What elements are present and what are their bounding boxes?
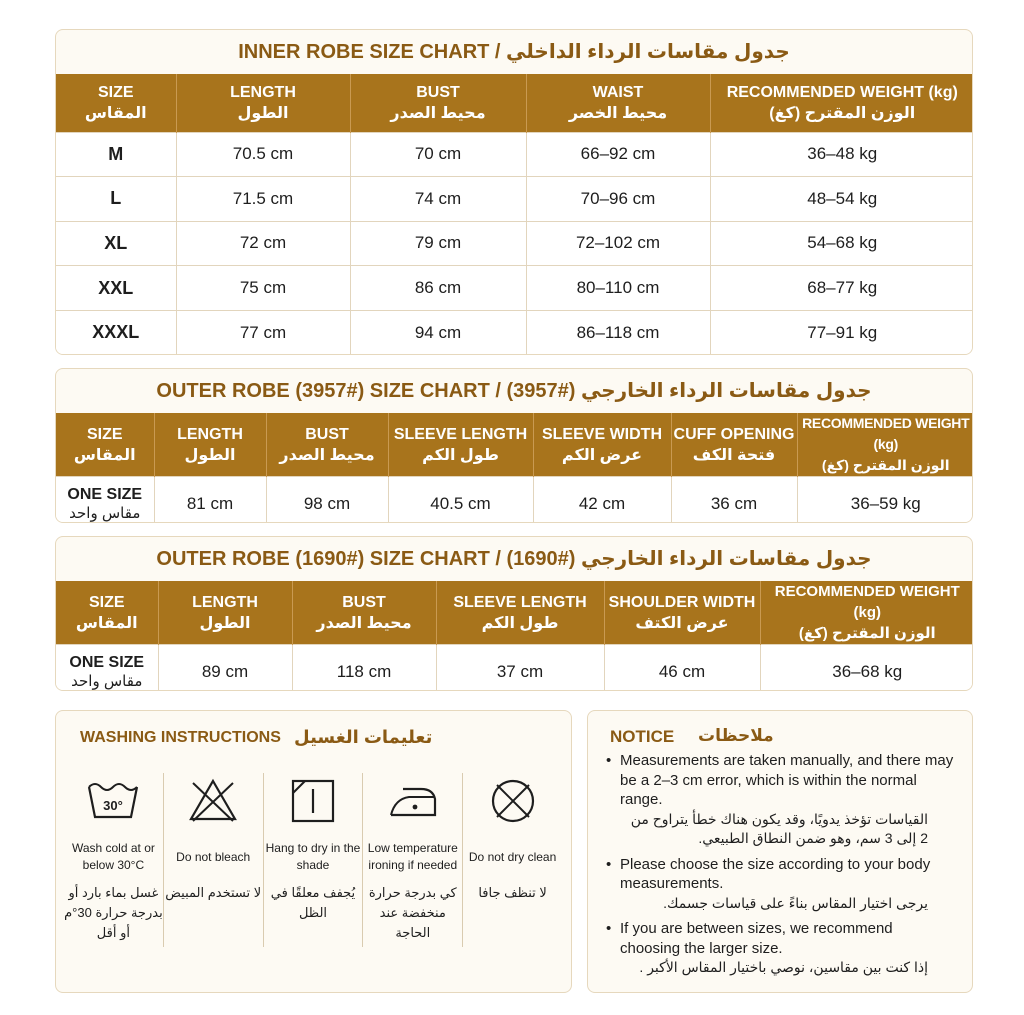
inner-robe-table	[56, 74, 973, 355]
header-size: SIZE المقاس	[56, 74, 176, 132]
header-cuff-opening: CUFF OPENING فتحة الكف	[671, 413, 797, 477]
size-cell: XXXL	[56, 310, 176, 355]
wash-label: Do not bleach	[176, 849, 251, 864]
length-cell: 89 cm	[158, 645, 292, 692]
length-cell: 71.5 cm	[176, 177, 350, 222]
outer-robe-3957-card	[55, 368, 973, 523]
iron-low-icon	[385, 773, 441, 829]
table-row	[56, 266, 973, 311]
wash-label-ar: لا تستخدم المبيض	[165, 885, 262, 900]
wash-item	[363, 773, 463, 947]
bust-cell: 79 cm	[350, 221, 526, 266]
waist-cell: 66–92 cm	[526, 132, 710, 177]
table-row	[56, 310, 973, 355]
waist-cell: 72–102 cm	[526, 221, 710, 266]
washing-items	[64, 773, 562, 947]
weight-cell: 54–68 kg	[710, 221, 973, 266]
cuff-opening-cell: 36 cm	[671, 477, 797, 524]
size-cell: XL	[56, 221, 176, 266]
header-weight: RECOMMENDED WEIGHT (kg) الوزن المقترح (كغ)	[760, 581, 973, 645]
length-cell: 77 cm	[176, 310, 350, 355]
header-bust: BUST محيط الصدر	[350, 74, 526, 132]
weight-cell: 36–59 kg	[797, 477, 973, 524]
wash-label: Hang to dry in the shade	[265, 841, 361, 872]
bust-cell: 86 cm	[350, 266, 526, 311]
no-bleach-icon	[185, 773, 241, 829]
inner-robe-title: INNER ROBE SIZE CHART / جدول مقاسات الرداء الداخلي	[238, 41, 790, 63]
wash-30-icon	[85, 773, 141, 829]
no-dry-clean-icon	[485, 773, 541, 829]
list-item: • Measurements are taken manually, and there may be a 2–3 cm error, which is within the normal range. القياسات تؤخذ يدويًا، وقد يكون هناك خطأ يتراوح من 2 إلى 3 سم، وهو ضمن النطاق الطبيعي.	[606, 751, 956, 849]
bust-cell: 94 cm	[350, 310, 526, 355]
header-sleeve-width: SLEEVE WIDTH عرض الكم	[533, 413, 671, 477]
washing-title-ar: تعليمات الغسيل	[294, 727, 433, 747]
header-size: SIZE المقاس	[56, 413, 154, 477]
size-cell: L	[56, 177, 176, 222]
inner-robe-card	[55, 29, 973, 355]
weight-cell: 48–54 kg	[710, 177, 973, 222]
sleeve-length-cell: 37 cm	[436, 645, 604, 692]
header-weight: RECOMMENDED WEIGHT (kg) الوزن المقترح (كغ)	[710, 74, 973, 132]
length-cell: 75 cm	[176, 266, 350, 311]
wash-item	[164, 773, 264, 947]
notice-card	[587, 710, 973, 993]
header-size: SIZE المقاس	[56, 581, 158, 645]
wash-label-ar: لا تنظف جافا	[478, 885, 547, 900]
notice-title: NOTICE	[610, 727, 675, 746]
wash-label: Do not dry clean	[468, 849, 557, 864]
wash-label-ar: كي بدرجة حرارة منخفضة عند الحاجة	[368, 885, 457, 940]
list-item: • If you are between sizes, we recommend choosing the larger size. إذا كنت بين مقاسين، نوصي باختيار المقاس الأكبر .	[606, 919, 956, 978]
wash-item	[264, 773, 364, 947]
header-bust: BUST محيط الصدر	[266, 413, 388, 477]
outer-robe-1690-title: OUTER ROBE (1690#) SIZE CHART / (1690#) جدول مقاسات الرداء الخارجي	[156, 548, 872, 570]
wash-label-ar: غسل بماء بارد أو بدرجة حرارة 30°م أو أقل	[64, 885, 163, 940]
length-cell: 72 cm	[176, 221, 350, 266]
bust-cell: 74 cm	[350, 177, 526, 222]
header-length: LENGTH الطول	[176, 74, 350, 132]
outer-robe-1690-card	[55, 536, 973, 691]
wash-item	[463, 773, 562, 947]
bust-cell: 118 cm	[292, 645, 436, 692]
header-waist: WAIST محيط الخصر	[526, 74, 710, 132]
table-row	[56, 645, 973, 692]
table-header-row	[56, 581, 973, 645]
size-cell: ONE SIZE مقاس واحد	[56, 477, 154, 524]
size-cell: ONE SIZE مقاس واحد	[56, 645, 158, 692]
notice-title-ar: ملاحظات	[698, 726, 774, 745]
waist-cell: 86–118 cm	[526, 310, 710, 355]
wash-label: Low temperature ironing if needed	[367, 841, 458, 872]
sleeve-length-cell: 40.5 cm	[388, 477, 533, 524]
length-cell: 70.5 cm	[176, 132, 350, 177]
dry-in-shade-icon	[285, 773, 341, 829]
outer-robe-1690-table	[56, 581, 973, 691]
wash-label-ar: يُجفف معلقًا في الظل	[270, 885, 356, 920]
list-item: • Please choose the size according to your body measurements. يرجى اختيار المقاس بناءً على قياسات جسمك.	[606, 855, 956, 914]
table-row	[56, 477, 973, 524]
bust-cell: 70 cm	[350, 132, 526, 177]
header-sleeve-length: SLEEVE LENGTH طول الكم	[388, 413, 533, 477]
notice-list	[606, 751, 956, 984]
washing-card	[55, 710, 572, 993]
table-row	[56, 132, 973, 177]
table-row	[56, 221, 973, 266]
header-length: LENGTH الطول	[158, 581, 292, 645]
size-cell: M	[56, 132, 176, 177]
header-sleeve-length: SLEEVE LENGTH طول الكم	[436, 581, 604, 645]
outer-robe-3957-table	[56, 413, 973, 523]
weight-cell: 68–77 kg	[710, 266, 973, 311]
header-shoulder-width: SHOULDER WIDTH عرض الكتف	[604, 581, 760, 645]
header-length: LENGTH الطول	[154, 413, 266, 477]
weight-cell: 77–91 kg	[710, 310, 973, 355]
washing-title: WASHING INSTRUCTIONS	[80, 729, 281, 746]
sleeve-width-cell: 42 cm	[533, 477, 671, 524]
length-cell: 81 cm	[154, 477, 266, 524]
table-row	[56, 177, 973, 222]
weight-cell: 36–68 kg	[760, 645, 973, 692]
bust-cell: 98 cm	[266, 477, 388, 524]
outer-robe-3957-title: OUTER ROBE (3957#) SIZE CHART / (3957#) جدول مقاسات الرداء الخارجي	[156, 380, 872, 402]
wash-item	[64, 773, 164, 947]
wash-label: Wash cold at or below 30°C	[71, 841, 155, 872]
weight-cell: 36–48 kg	[710, 132, 973, 177]
header-weight: RECOMMENDED WEIGHT (kg) الوزن المقترح (كغ)	[797, 413, 973, 477]
waist-cell: 70–96 cm	[526, 177, 710, 222]
table-header-row	[56, 413, 973, 477]
shoulder-width-cell: 46 cm	[604, 645, 760, 692]
waist-cell: 80–110 cm	[526, 266, 710, 311]
size-cell: XXL	[56, 266, 176, 311]
svg-text:30°: 30°	[103, 798, 124, 813]
header-bust: BUST محيط الصدر	[292, 581, 436, 645]
table-header-row	[56, 74, 973, 132]
